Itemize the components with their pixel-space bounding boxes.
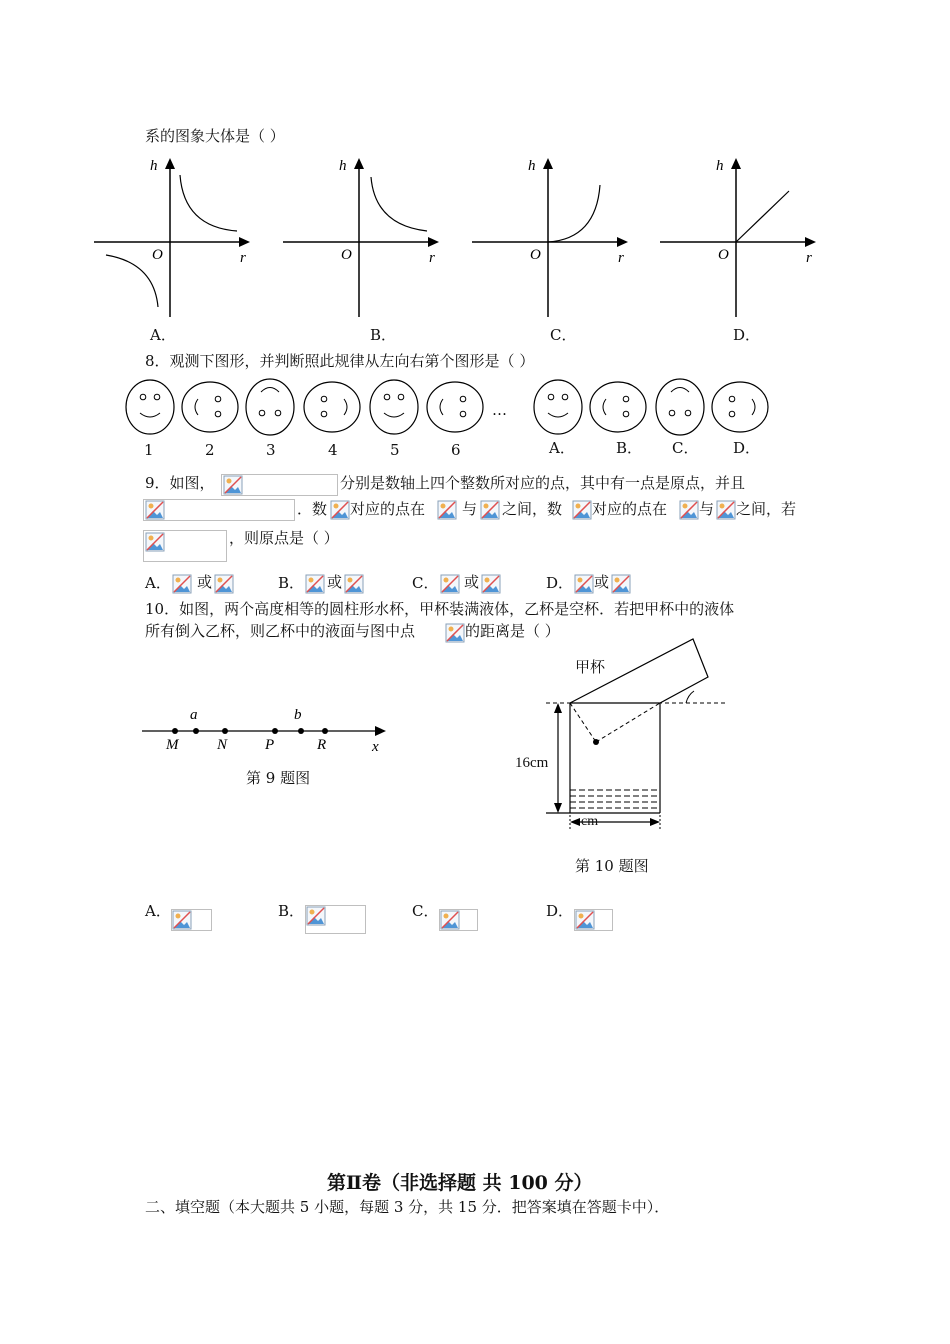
seq-label-6: 6: [451, 441, 461, 459]
q10-line1: 10．如图，两个高度相等的圆柱形水杯，甲杯装满液体，乙杯是空杯．若把甲杯中的液体: [145, 600, 735, 618]
broken-image-icon: [716, 500, 736, 520]
q9-line2-g: 之间，若: [736, 500, 797, 518]
q7-graph-c: [470, 155, 635, 320]
q8-face-figures: [120, 375, 780, 440]
q8-option-a[interactable]: A．: [549, 439, 575, 457]
q9-option-d-label[interactable]: D．: [546, 574, 574, 592]
axis-r-label: r: [429, 250, 435, 266]
q9-option-a-label[interactable]: A．: [145, 574, 171, 592]
origin-label: O: [718, 247, 729, 263]
q7-option-c[interactable]: C．: [550, 326, 577, 344]
seq-label-4: 4: [328, 441, 338, 459]
broken-image-icon: [344, 574, 364, 594]
q7-stem-tail: 系的图象大体是（ ）: [145, 127, 285, 145]
q9-line1-b: 分别是数轴上四个整数所对应的点，其中有一点是原点，并且: [340, 474, 746, 492]
axis-h-label: h: [339, 158, 347, 174]
axis-r-label: r: [240, 250, 246, 266]
q9-line2-e: 对应的点在: [592, 500, 668, 518]
broken-image-icon: [145, 500, 165, 520]
q9-line2-b: 对应的点在: [350, 500, 426, 518]
axis-h-label: h: [716, 158, 724, 174]
width-label: cm: [581, 814, 599, 829]
q10-line2-b: 的距离是（ ）: [465, 622, 560, 640]
or-text: 或: [197, 573, 213, 591]
broken-image-icon: [480, 500, 500, 520]
point-a-label: a: [190, 707, 198, 723]
broken-image-icon: [611, 574, 631, 594]
q10-option-a-label[interactable]: A．: [145, 902, 171, 920]
q8-option-c[interactable]: C．: [672, 439, 699, 457]
broken-image-icon: [306, 906, 326, 926]
seq-ellipsis: …: [492, 401, 507, 419]
q7-graph-b: [281, 155, 446, 320]
point-r-label: R: [317, 737, 327, 753]
q7-option-d[interactable]: D．: [733, 326, 761, 344]
axis-r-label: r: [618, 250, 624, 266]
q10-option-c-label[interactable]: C．: [412, 902, 439, 920]
q10-option-d-label[interactable]: D．: [546, 902, 574, 920]
broken-image-icon: [145, 532, 165, 552]
formula-image: [143, 499, 295, 521]
q9-option-c-label[interactable]: C．: [412, 574, 439, 592]
broken-image-icon: [445, 623, 465, 643]
formula-image: [574, 909, 613, 931]
broken-image-icon: [440, 910, 460, 930]
axis-x-label: x: [372, 739, 379, 755]
broken-image-icon: [214, 574, 234, 594]
axis-r-label: r: [806, 250, 812, 266]
q9-line3: ，则原点是（ ）: [229, 529, 339, 547]
q9-option-b-label[interactable]: B．: [278, 574, 305, 592]
q9-line2-a: ．数: [297, 500, 328, 518]
section-2-instruction: 二、填空题（本大题共 5 小题，每题 3 分，共 15 分．把答案填在答题卡中）．: [145, 1198, 670, 1216]
q8-option-d[interactable]: D．: [733, 439, 761, 457]
or-text: 或: [464, 573, 480, 591]
seq-label-3: 3: [266, 441, 276, 459]
q7-graph-d: [658, 155, 823, 320]
broken-image-icon: [172, 910, 192, 930]
axis-h-label: h: [528, 158, 536, 174]
q7-option-b[interactable]: B．: [370, 326, 397, 344]
fig9-caption: 第 9 题图: [246, 769, 311, 787]
point-b-label: b: [294, 707, 302, 723]
height-label: 16cm: [515, 755, 549, 771]
formula-image: [439, 909, 478, 931]
broken-image-icon: [223, 475, 243, 495]
point-m-label: M: [166, 737, 179, 753]
section-2-title: 第Ⅱ卷（非选择题 共 100 分）: [327, 1172, 593, 1194]
broken-image-icon: [575, 910, 595, 930]
fig10-cups: [510, 635, 740, 835]
fig10-caption: 第 10 题图: [575, 857, 649, 875]
axis-h-label: h: [150, 158, 158, 174]
broken-image-icon: [481, 574, 501, 594]
fig9-number-line: [140, 700, 400, 760]
q9-line2-d: 之间，数: [502, 500, 563, 518]
origin-label: O: [530, 247, 541, 263]
broken-image-icon: [437, 500, 457, 520]
q7-option-a[interactable]: A．: [150, 326, 176, 344]
formula-image: [143, 530, 227, 562]
q8-option-b[interactable]: B．: [616, 439, 643, 457]
broken-image-icon: [572, 500, 592, 520]
q9-line2-f: 与: [699, 500, 715, 518]
formula-image: [305, 905, 366, 934]
seq-label-2: 2: [205, 441, 215, 459]
point-p-label: P: [265, 737, 275, 753]
broken-image-icon: [330, 500, 350, 520]
broken-image-icon: [440, 574, 460, 594]
origin-label: O: [152, 247, 163, 263]
point-n-label: N: [217, 737, 228, 753]
origin-label: O: [341, 247, 352, 263]
cup-jia-label: 甲杯: [575, 658, 606, 676]
seq-label-5: 5: [390, 441, 400, 459]
formula-image: [221, 474, 338, 496]
q10-line2-a: 所有倒入乙杯，则乙杯中的液面与图中点: [145, 622, 416, 640]
or-text: 或: [327, 573, 343, 591]
q9-line1-a: 9．如图，: [145, 474, 215, 492]
broken-image-icon: [574, 574, 594, 594]
broken-image-icon: [305, 574, 325, 594]
q7-graph-a: [92, 155, 257, 320]
q10-option-b-label[interactable]: B．: [278, 902, 305, 920]
or-text: 或: [594, 573, 610, 591]
seq-label-1: 1: [144, 441, 154, 459]
q8-stem: 8．观测下图形，并判断照此规律从左向右第个图形是（ ）: [145, 352, 535, 370]
q9-line2-c: 与: [462, 500, 478, 518]
broken-image-icon: [679, 500, 699, 520]
formula-image: [171, 909, 212, 931]
broken-image-icon: [172, 574, 192, 594]
